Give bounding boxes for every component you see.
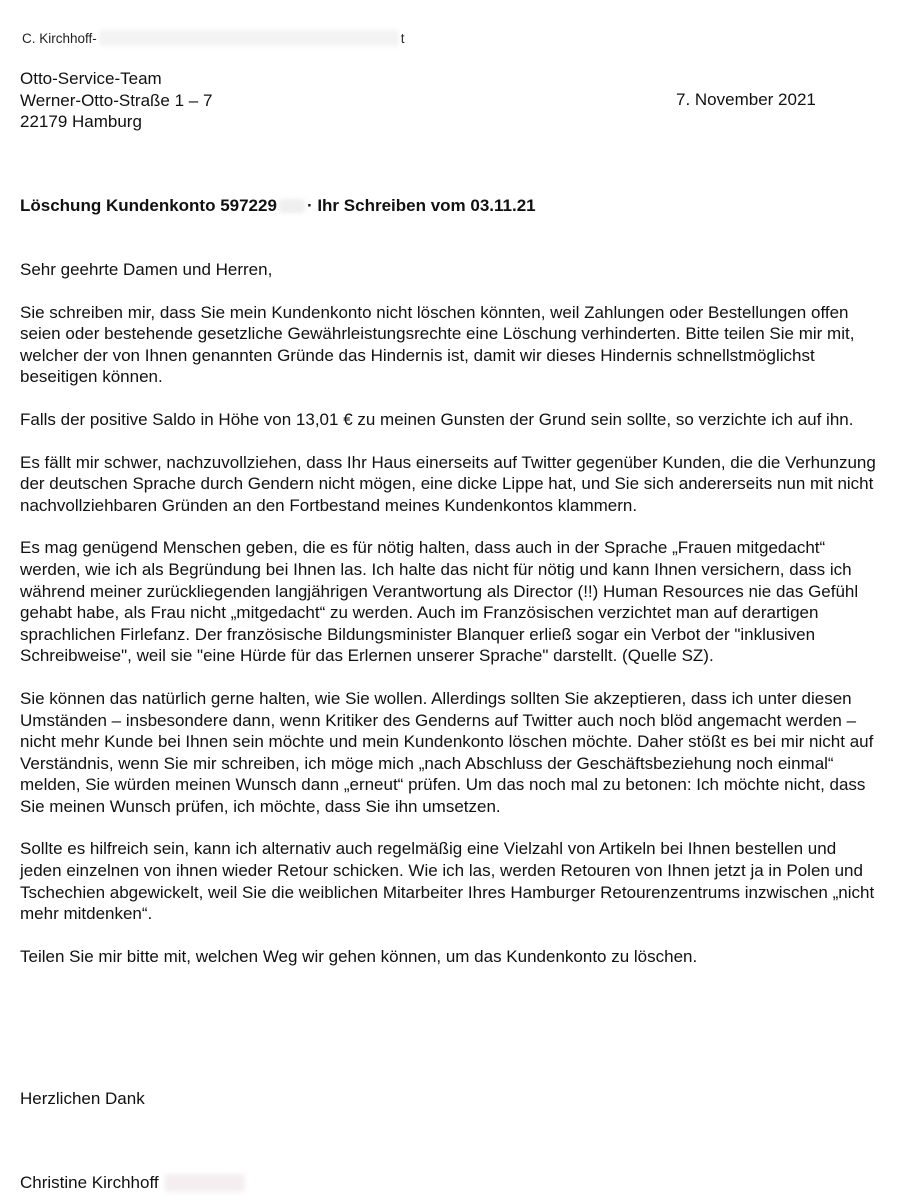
closing: Herzlichen Dank xyxy=(20,1089,145,1108)
paragraph: Sollte es hilfreich sein, kann ich alternativ auch regelmäßig eine Vielzahl von Artikeln bei Ihnen bestellen und jeden einzelnen von ihnen wieder Retour schicken. Wie ich las, werden Retouren von Ihnen jetzt ja in Polen und Tschechien abgewickelt, weil Sie die weiblichen Mitarbeiter Ihres Hamburger Retourenzentrums inzwischen „nicht mehr mitdenken“. xyxy=(20,839,875,924)
sender-line xyxy=(22,30,405,46)
signature-line xyxy=(20,1173,247,1193)
sender-name-start: C. Kirchhoff- xyxy=(22,30,97,46)
recipient-address xyxy=(20,68,212,133)
recipient-line-3: 22179 Hamburg xyxy=(20,112,142,131)
redacted-account-digits xyxy=(279,199,305,213)
paragraph: Teilen Sie mir bitte mit, welchen Weg wir gehen können, um das Kundenkonto zu löschen. xyxy=(20,946,698,966)
redacted-sender-address xyxy=(99,30,399,46)
paragraph: Sie können das natürlich gerne halten, wie Sie wollen. Allerdings sollten Sie akzeptieren, dass ich unter diesen Umständen – insbesondere dann, wenn Kritiker des Genderns auf Twitter auch noch blöd angemacht werden – nicht mehr Kunde bei Ihnen sein möchte und mein Kundenkonto löschen möchte. Daher stößt es bei mir nicht auf Verständnis, wenn Sie mir schreiben, ich möge mich „nach Abschluss der Geschäftsbeziehung noch einmal“ melden, Sie würden meinen Wunsch dann „erneut“ prüfen. Um das noch mal zu betonen: Ich möchte nicht, dass Sie meinen Wunsch prüfen, ich möchte, dass Sie ihn umsetzen. xyxy=(20,688,874,816)
subject-separator: · xyxy=(306,196,318,215)
subject-end: Ihr Schreiben vom 03.11.21 xyxy=(317,196,536,215)
signature-name: Christine Kirchhoff xyxy=(20,1173,159,1192)
recipient-line-1: Otto-Service-Team xyxy=(20,69,162,88)
paragraph: Falls der positive Saldo in Höhe von 13,01 € zu meinen Gunsten der Grund sein sollte, so verzichte ich auf ihn. xyxy=(20,409,854,429)
redacted-signature xyxy=(165,1174,245,1192)
sender-name-end: t xyxy=(400,30,405,46)
paragraph: Sie schreiben mir, dass Sie mein Kundenkonto nicht löschen könnten, weil Zahlungen oder Bestellungen offen seien oder bestehende gesetzliche Gewährleistungsrechte eine Löschung verhinderten. Bitte teilen Sie mir mit, welcher der von Ihnen genannten Gründe das Hindernis ist, damit wir dieses Hindernis schnellstmöglichst beseitigen können. xyxy=(20,302,855,387)
salutation: Sehr geehrte Damen und Herren, xyxy=(20,260,273,279)
recipient-line-2: Werner-Otto-Straße 1 – 7 xyxy=(20,90,213,110)
letter-body xyxy=(20,259,880,988)
paragraph: Es fällt mir schwer, nachzuvollziehen, dass Ihr Haus einerseits auf Twitter gegenüber Kunden, die die Verhunzung der deutschen Sprache durch Gendern nicht mögen, eine dicke Lippe hat, und Sie sich andererseits nun mit nicht nachvollziehbaren Gründen an den Fortbestand meines Kundenkontos klammern. xyxy=(20,452,876,515)
subject-start: Löschung Kundenkonto 597229 xyxy=(20,196,277,215)
subject-line xyxy=(20,196,536,216)
letter-date: 7. November 2021 xyxy=(676,90,816,109)
paragraph: Es mag genügend Menschen geben, die es für nötig halten, dass auch in der Sprache „Frauen mitgedacht“ werden, wie ich als Begründung bei Ihnen las. Ich halte das nicht für nötig und kann Ihnen versichern, dass ich während meiner zurückliegenden langjährigen Verantwortung als Director (!!) Human Resources nie das Gefühl gehabt habe, als Frau nicht „mitgedacht“ zu werden. Auch im Französischen verzichtet man auf derartigen sprachlichen Firlefanz. Der französische Bildungsminister Blanquer erließ sogar ein Verbot der "inklusiven Schreibweise", weil sie "eine Hürde für das Erlernen unserer Sprache" darstellt. (Quelle SZ). xyxy=(20,538,859,666)
